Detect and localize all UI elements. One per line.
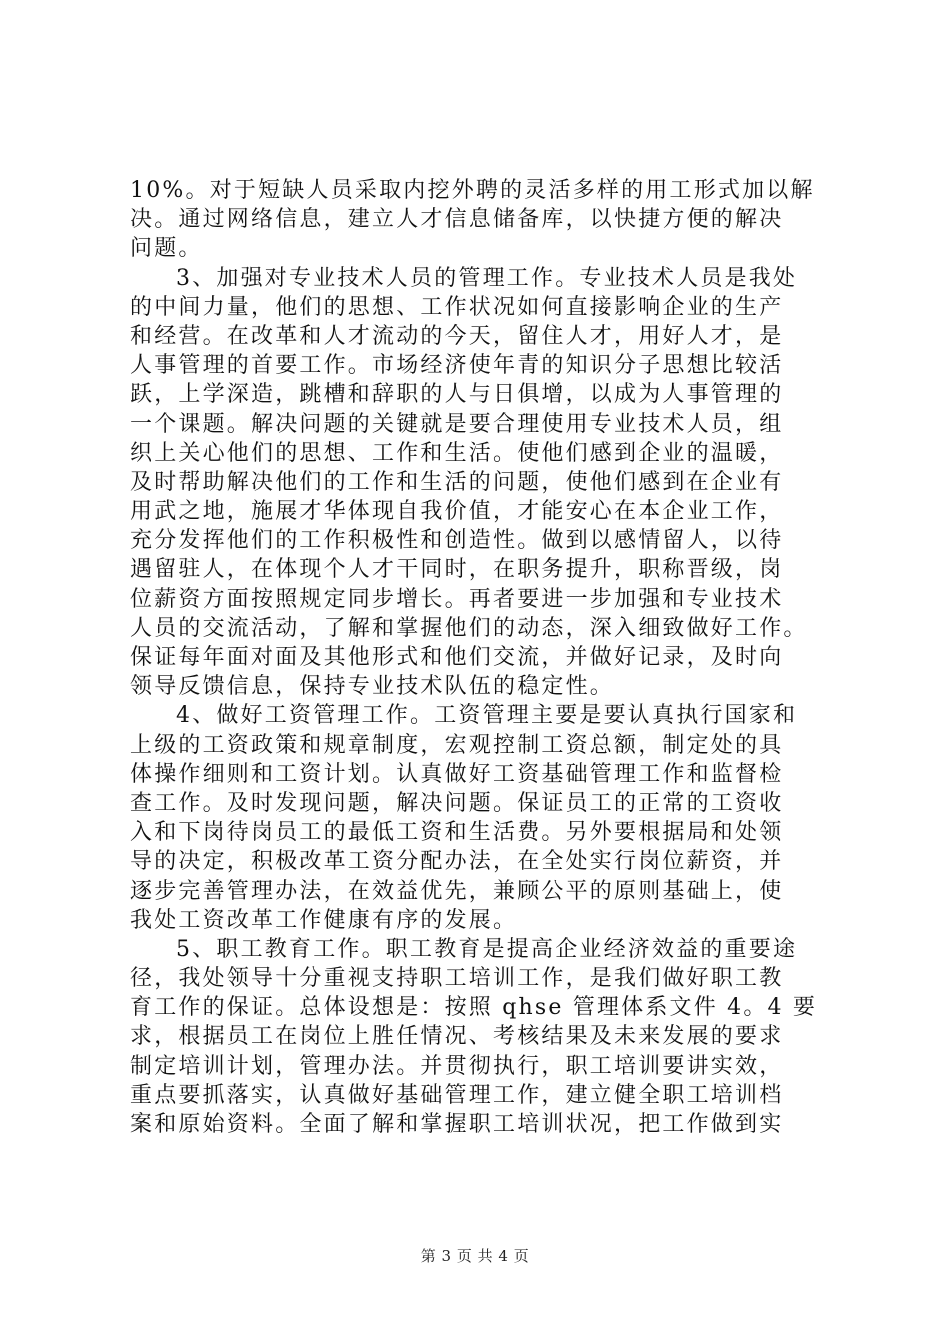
text-line: 径，我处领导十分重视支持职工培训工作，是我们做好职工教: [130, 966, 784, 992]
text-line: 5、职工教育工作。职工教育是提高企业经济效益的重要途: [176, 936, 798, 962]
text-line: 查工作。及时发现问题，解决问题。保证员工的正常的工资收: [130, 790, 784, 816]
document-body: [130, 176, 822, 1139]
text-line: 保证每年面对面及其他形式和他们交流，并做好记录，及时向: [130, 645, 784, 670]
text-line: 决。通过网络信息，建立人才信息储备库，以快捷方便的解决: [130, 207, 784, 233]
text-line: 的中间力量，他们的思想、工作状况如何直接影响企业的生产: [130, 294, 784, 320]
text-line: 制定培训计划，管理办法。并贯彻执行，职工培训要讲实效，: [130, 1053, 784, 1079]
text-line: 问题。: [130, 236, 203, 262]
text-line: 入和下岗待岗员工的最低工资和生活费。另外要根据局和处领: [130, 820, 784, 846]
text-line: 重点要抓落实，认真做好基础管理工作，建立健全职工培训档: [130, 1082, 784, 1108]
text-line: 跃，上学深造，跳槽和辞职的人与日俱增，以成为人事管理的: [130, 382, 784, 408]
text-line: 织上关心他们的思想、工作和生活。使他们感到企业的温暖，: [130, 440, 784, 466]
text-line: 逐步完善管理办法，在效益优先，兼顾公平的原则基础上，使: [130, 878, 784, 904]
text-line: 求，根据员工在岗位上胜任情况、考核结果及未来发展的要求: [130, 1024, 784, 1050]
text-line: 用武之地，施展才华体现自我价值，才能安心在本企业工作，: [130, 499, 784, 525]
text-line: 案和原始资料。全面了解和掌握职工培训状况，把工作做到实: [130, 1112, 784, 1137]
text-line: 体操作细则和工资计划。认真做好工资基础管理工作和监督检: [130, 761, 784, 787]
text-line: 一个课题。解决问题的关键就是要合理使用专业技术人员，组: [130, 411, 784, 437]
text-line: 3、加强对专业技术人员的管理工作。专业技术人员是我处: [176, 265, 798, 291]
text-line: 及时帮助解决他们的工作和生活的问题，使他们感到在企业有: [130, 469, 784, 495]
text-line: 上级的工资政策和规章制度，宏观控制工资总额，制定处的具: [130, 732, 784, 758]
text-line: 导的决定，积极改革工资分配办法，在全处实行岗位薪资，并: [130, 849, 784, 875]
text-line: 遇留驻人，在体现个人才干同时，在职务提升，职称晋级，岗: [130, 557, 784, 583]
text-line: 我处工资改革工作健康有序的发展。: [130, 907, 518, 933]
text-line: 和经营。在改革和人才流动的今天，留住人才，用好人才，是: [130, 323, 784, 349]
page-footer: 第 3 页 共 4 页: [420, 1247, 530, 1265]
text-line: 人事管理的首要工作。市场经济使年青的知识分子思想比较活: [130, 353, 784, 379]
text-line: 10%。对于短缺人员采取内挖外聘的灵活多样的用工形式加以解: [130, 178, 815, 203]
text-line: 领导反馈信息，保持专业技术队伍的稳定性。: [130, 674, 615, 700]
text-line: 人员的交流活动，了解和掌握他们的动态，深入细致做好工作。: [130, 615, 808, 641]
text-line: 育工作的保证。总体设想是：按照 qhse 管理体系文件 4。4 要: [130, 995, 818, 1021]
text-line: 位薪资方面按照规定同步增长。再者要进一步加强和专业技术: [130, 586, 784, 612]
text-line: 4、做好工资管理工作。工资管理主要是要认真执行国家和: [176, 703, 798, 729]
text-line: 充分发挥他们的工作积极性和创造性。做到以感情留人，以待: [130, 528, 784, 554]
